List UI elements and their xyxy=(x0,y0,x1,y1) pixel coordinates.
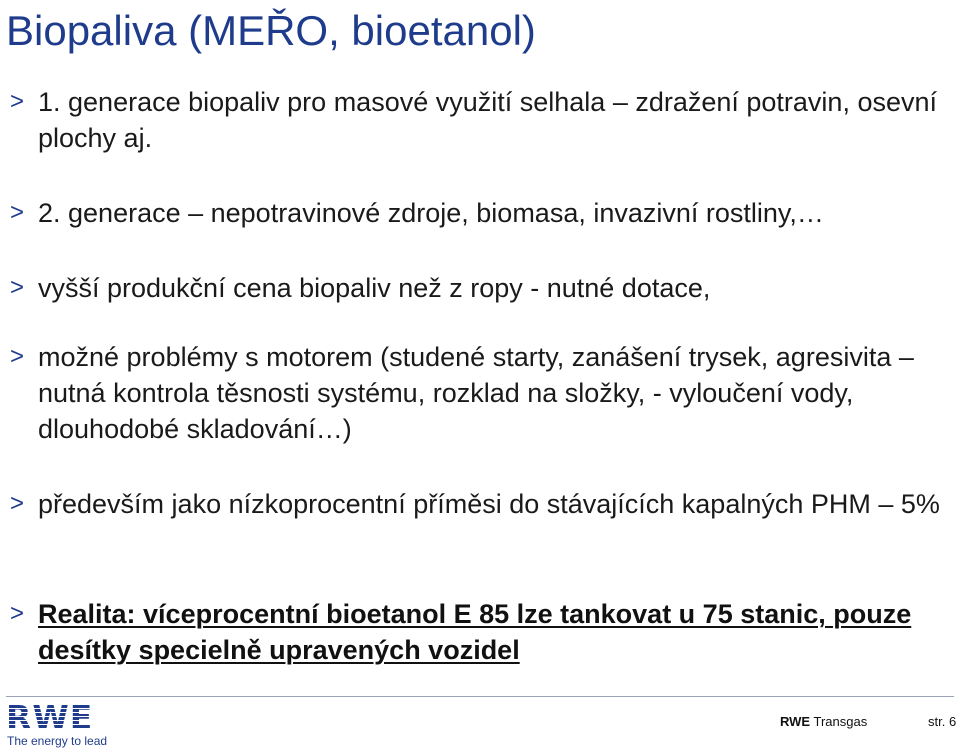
bullet-text-emphasis: Realita: víceprocentní bioetanol E 85 lze tankovat u 75 stanic, pouze desítky specielně upravených vozidel xyxy=(38,599,912,665)
bullet-marker: > xyxy=(10,343,25,370)
bullet-text: vyšší produkční cena biopaliv než z ropy - nutné dotace, xyxy=(38,273,711,303)
bullet-marker: > xyxy=(10,274,25,301)
rwe-logo-wordmark: RWE xyxy=(6,698,94,737)
bullet-marker: > xyxy=(10,600,25,627)
slide-title: Biopaliva (MEŘO, bioetanol) xyxy=(6,7,536,54)
footer-page-number: str. 6 xyxy=(928,714,957,729)
bullet-marker: > xyxy=(10,490,25,517)
rwe-logo xyxy=(6,700,116,748)
bullet-text: 1. generace biopaliv pro masové využití selhala – zdražení potravin, osevní plochy aj. xyxy=(38,87,938,153)
footer-company-rest: Transgas xyxy=(810,714,868,729)
bullet-text: možné problémy s motorem (studené starty, zanášení trysek, agresivita – nutná kontrola těsnosti systému, rozklad na složky, - vyloučení vody, dlouhodobé skladování…) xyxy=(38,342,914,444)
footer-company-bold: RWE xyxy=(780,714,811,729)
bullet-text: 2. generace – nepotravinové zdroje, biomasa, invazivní rostliny,… xyxy=(38,198,824,228)
rwe-logo-tagline: The energy to lead xyxy=(7,734,108,748)
bullet-marker: > xyxy=(10,88,25,115)
bullet-text: především jako nízkoprocentní příměsi do stávajících kapalných PHM – 5% xyxy=(38,489,940,519)
footer-company xyxy=(780,714,867,730)
bullet-marker: > xyxy=(10,199,25,226)
footer-divider xyxy=(6,696,954,697)
